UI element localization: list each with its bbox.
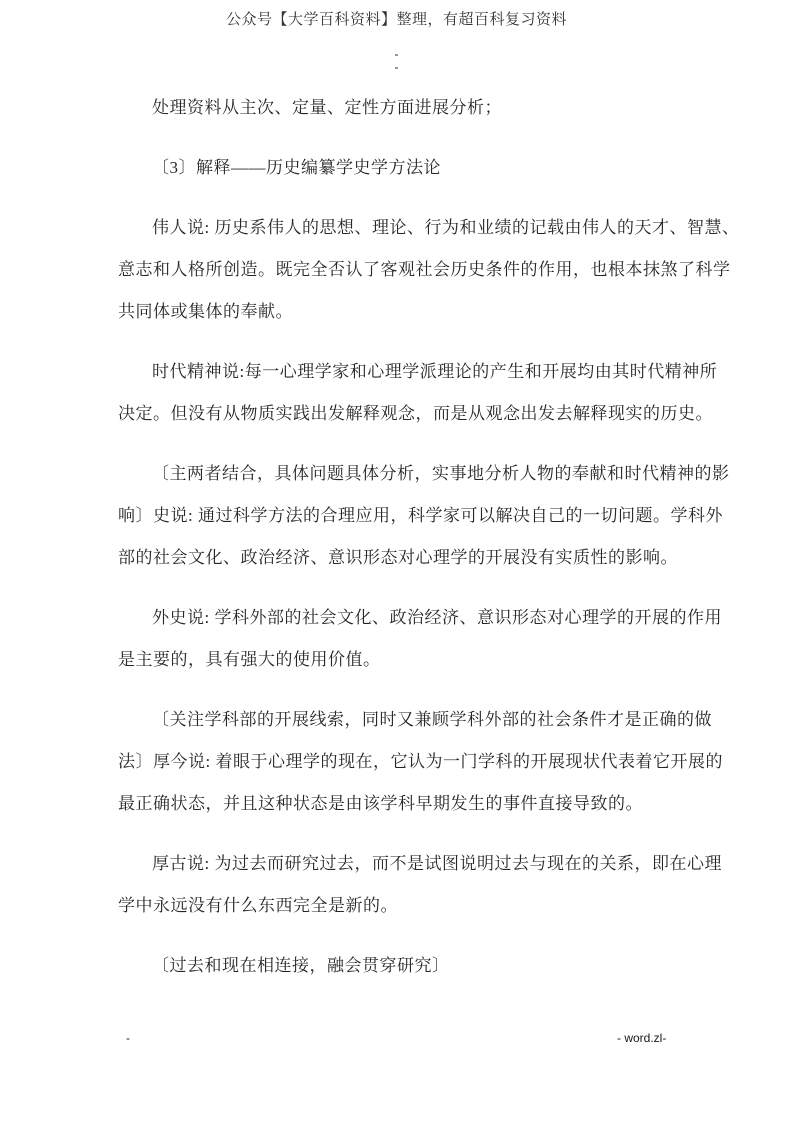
paragraph	[118, 157, 680, 199]
paragraph	[118, 463, 730, 589]
paragraph	[118, 97, 680, 139]
text-line: 部的社会文化、政治经济、意识形态对心理学的开展没有实质性的影响。	[118, 548, 678, 567]
text-line: 〔主两者结合，具体问题具体分析，实事地分析人物的奉献和时代精神的影	[152, 464, 730, 483]
text-line: 时代精神说:每一心理学家和心理学派理论的产生和开展均由其时代精神所	[152, 362, 718, 381]
header-dash-2: -	[394, 60, 399, 74]
paragraph	[118, 955, 680, 997]
text-line: 〔关注学科部的开展线索，同时又兼顾学科外部的社会条件才是正确的做	[152, 710, 712, 729]
text-line: 处理资料从主次、定量、定性方面进展分析；	[152, 98, 502, 117]
paragraph	[118, 853, 722, 937]
header-dash-1: -	[394, 47, 399, 61]
paragraph	[118, 709, 723, 835]
text-line: 〔过去和现在相连接，融会贯穿研究〕	[152, 956, 450, 975]
text-line: 是主要的，具有强大的使用价值。	[118, 650, 381, 669]
text-line: 〔3〕解释——历史编纂学史学方法论	[152, 158, 441, 177]
footer-watermark: - word.zl-	[617, 1031, 667, 1045]
text-line: 最正确状态，并且这种状态是由该学科早期发生的事件直接导致的。	[118, 794, 643, 813]
paragraph	[118, 607, 722, 691]
text-line: 共同体或集体的奉献。	[118, 302, 293, 321]
text-line: 厚古说: 为过去而研究过去，而不是试图说明过去与现在的关系，即在心理	[152, 854, 722, 873]
paragraph	[118, 361, 718, 445]
text-line: 外史说: 学科外部的社会文化、政治经济、意识形态对心理学的开展的作用	[152, 608, 722, 627]
text-line: 伟人说: 历史系伟人的思想、理论、行为和业绩的记载由伟人的天才、智慧、	[152, 218, 740, 237]
text-line: 学中永远没有什么东西完全是新的。	[118, 896, 398, 915]
text-line: 法〕厚今说: 着眼于心理学的现在，它认为一门学科的开展现状代表着它开展的	[118, 752, 723, 771]
text-line: 决定。但没有从物质实践出发解释观念，而是从观念出发去解释现实的历史。	[118, 404, 713, 423]
document-body	[118, 97, 740, 1015]
page-header-text: 公众号【大学百科资料】整理，有超百科复习资料	[225, 12, 567, 28]
text-line: 响〕史说: 通过科学方法的合理应用，科学家可以解决自己的一切问题。学科外	[118, 506, 723, 525]
text-line: 意志和人格所创造。既完全否认了客观社会历史条件的作用，也根本抹煞了科学	[118, 260, 731, 279]
paragraph	[118, 217, 740, 343]
footer-dash: -	[126, 1031, 130, 1045]
